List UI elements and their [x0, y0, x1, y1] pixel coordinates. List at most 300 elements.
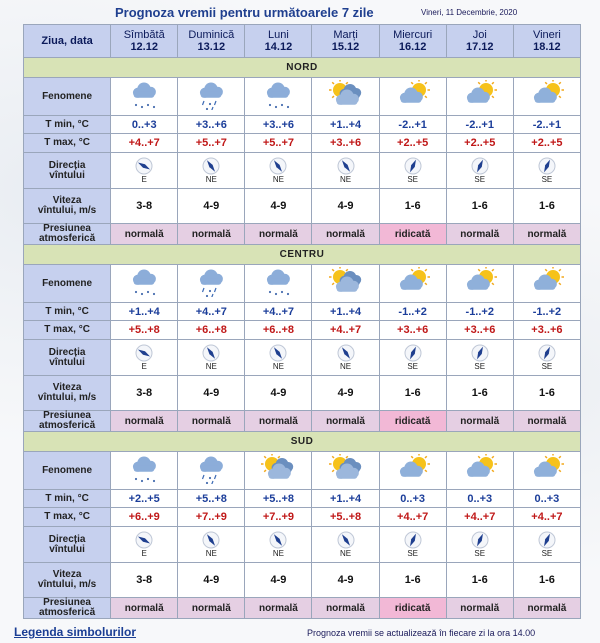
weather-icon-cell [446, 78, 513, 116]
tmin-value: -2..+1 [465, 118, 494, 131]
region-name: SUD [24, 432, 581, 452]
wind-speed-cell [513, 189, 580, 224]
wind-direction-cell [245, 153, 312, 189]
wind-speed-row [24, 376, 581, 411]
sun-behind-cloud-icon [524, 476, 570, 487]
tmin-cell [312, 490, 379, 508]
wind-speed-value: 4-9 [337, 387, 354, 399]
region-row [24, 245, 581, 265]
day-header [245, 25, 312, 58]
wind-direction-cell [178, 527, 245, 563]
tmax-cell [178, 321, 245, 340]
pressure-row [24, 598, 581, 619]
wind-speed-value: 1-6 [471, 574, 488, 586]
wind-direction-value: SE [407, 549, 418, 558]
wind-direction-cell [513, 340, 580, 376]
wind-direction-value: NE [339, 175, 352, 184]
wind-speed-value: 3-8 [136, 387, 153, 399]
phenomena-row [24, 452, 581, 490]
tmax-cell [513, 134, 580, 153]
compass-icon [404, 157, 422, 175]
tmax-value: +7..+9 [195, 511, 227, 523]
day-name: Vineri [532, 28, 561, 41]
day-name: Miercuri [393, 28, 433, 41]
weather-icon-cell [178, 78, 245, 116]
day-header [111, 25, 178, 58]
wind-speed-value: 1-6 [404, 387, 421, 399]
compass-icon [538, 531, 556, 549]
weather-icon-cell [312, 265, 379, 303]
day-date: 16.12 [398, 40, 427, 53]
pressure-cell: normală [513, 598, 580, 619]
tmin-cell [379, 490, 446, 508]
tmin-cell [513, 303, 580, 321]
wind-direction-cell [446, 153, 513, 189]
cloud-rain-snow-icon [188, 476, 234, 487]
pressure-label-1: Presiunea [43, 410, 91, 421]
weather-icon-cell [513, 78, 580, 116]
cloud-rain-snow-icon [188, 289, 234, 300]
wind-direction-label-1: Direcția [48, 346, 86, 358]
wind-speed-cell [312, 563, 379, 598]
wind-speed-label [24, 376, 111, 411]
compass-icon [269, 157, 287, 175]
tmin-value: 0..+3 [400, 492, 426, 505]
pressure-cell: normală [111, 224, 178, 245]
wind-speed-value: 1-6 [538, 200, 555, 212]
day-name: Marți [333, 28, 358, 41]
cloud-rain-snow-icon [188, 102, 234, 113]
pressure-cell: normală [178, 598, 245, 619]
wind-speed-cell [312, 376, 379, 411]
tmin-value: 0..+3 [467, 492, 493, 505]
wind-speed-cell [379, 376, 446, 411]
cloud-snow-icon [255, 289, 301, 300]
tmin-value: -2..+1 [398, 118, 427, 131]
wind-direction-value: NE [339, 549, 352, 558]
wind-speed-label [24, 189, 111, 224]
wind-speed-value: 1-6 [538, 574, 555, 586]
update-note: Prognoza vremii se actualizează în fiecare zi la ora 14.00 [307, 628, 536, 638]
wind-speed-value: 4-9 [337, 574, 354, 586]
weather-icon-cell [379, 452, 446, 490]
weather-icon-cell [245, 265, 312, 303]
tmax-cell [312, 321, 379, 340]
wind-direction-value: E [141, 362, 147, 371]
compass-icon [135, 531, 153, 549]
day-date: 15.12 [331, 40, 360, 53]
wind-direction-cell [379, 153, 446, 189]
compass-icon [337, 157, 355, 175]
tmax-cell [379, 321, 446, 340]
tmax-value: +5..+8 [128, 324, 160, 336]
wind-direction-value: NE [272, 362, 284, 371]
forecast-table [23, 24, 581, 619]
day-name: Duminică [188, 28, 235, 41]
day-date: 14.12 [264, 40, 293, 53]
compass-icon [202, 531, 220, 549]
tmin-value: +5..+8 [195, 492, 227, 505]
tmax-value: +4..+7 [329, 324, 362, 336]
tmin-row [24, 490, 581, 508]
tmin-cell [312, 116, 379, 134]
wind-direction-label [24, 340, 111, 376]
tmin-cell [178, 303, 245, 321]
tmin-cell [513, 116, 580, 134]
pressure-label-1: Presiunea [43, 597, 91, 608]
wind-speed-value: 1-6 [404, 200, 421, 212]
wind-speed-value: 4-9 [270, 574, 287, 586]
tmin-row [24, 303, 581, 321]
wind-direction-cell [111, 153, 178, 189]
weather-icon-cell [245, 452, 312, 490]
tmin-cell [111, 490, 178, 508]
wind-speed-label-2: vîntului, m/s [37, 205, 97, 216]
day-name: Luni [268, 28, 289, 41]
tmax-value: +4..+7 [464, 511, 496, 523]
pressure-cell: normală [111, 598, 178, 619]
day-date: 17.12 [465, 40, 494, 53]
pressure-cell: normală [446, 411, 513, 432]
day-header [379, 25, 446, 58]
weather-icon-cell [111, 265, 178, 303]
pressure-cell: normală [513, 411, 580, 432]
wind-direction-cell [111, 527, 178, 563]
wind-speed-row [24, 563, 581, 598]
wind-speed-cell [178, 189, 245, 224]
cloud-snow-icon [121, 476, 167, 487]
tmax-value: +3..+6 [397, 324, 429, 336]
tmin-value: +1..+4 [329, 305, 362, 318]
tmax-label: T max, °C [24, 321, 111, 340]
pressure-cell: normală [446, 598, 513, 619]
day-date: 12.12 [130, 40, 158, 53]
day-name: Sîmbătă [123, 28, 165, 41]
wind-speed-cell [178, 376, 245, 411]
tmax-cell [312, 508, 379, 527]
weather-icon-cell [245, 78, 312, 116]
cloud-sun-overcast-icon [323, 476, 369, 487]
compass-icon [404, 344, 422, 362]
tmin-value: +3..+6 [195, 118, 227, 131]
day-name: Joi [472, 28, 487, 41]
wind-direction-value: NE [272, 549, 284, 558]
wind-direction-cell [446, 340, 513, 376]
tmax-cell [446, 321, 513, 340]
wind-direction-value: NE [205, 362, 217, 371]
wind-speed-label-1: Viteza [52, 569, 82, 580]
wind-speed-value: 1-6 [538, 387, 555, 399]
wind-direction-cell [312, 527, 379, 563]
page-header [0, 4, 600, 22]
compass-icon [202, 157, 220, 175]
wind-speed-value: 4-9 [270, 200, 287, 212]
day-date: 18.12 [533, 40, 561, 53]
cloud-sun-overcast-icon [323, 289, 369, 300]
wind-speed-label-1: Viteza [52, 382, 82, 393]
compass-icon [269, 344, 287, 362]
tmax-row [24, 134, 581, 153]
wind-speed-cell [245, 376, 312, 411]
wind-direction-cell [312, 153, 379, 189]
wind-direction-label-2: vîntului [49, 543, 85, 555]
pressure-cell: normală [245, 411, 312, 432]
pressure-cell: ridicată [379, 411, 446, 432]
tmin-cell [379, 116, 446, 134]
wind-direction-label-1: Direcția [48, 159, 86, 171]
tmax-cell [513, 508, 580, 527]
wind-speed-value: 1-6 [404, 574, 421, 586]
wind-direction-value: E [141, 175, 147, 184]
tmax-value: +4..+7 [531, 511, 563, 523]
weather-icon-cell [111, 452, 178, 490]
pressure-cell: normală [446, 224, 513, 245]
tmin-cell [446, 303, 513, 321]
sun-behind-cloud-icon [524, 289, 570, 300]
pressure-row [24, 411, 581, 432]
weather-icon-cell [446, 452, 513, 490]
wind-direction-cell [245, 340, 312, 376]
wind-speed-cell [178, 563, 245, 598]
wind-direction-label-2: vîntului [49, 356, 85, 368]
sun-behind-cloud-icon [390, 476, 436, 487]
wind-speed-value: 4-9 [337, 200, 354, 212]
phenomena-label: Fenomene [24, 78, 111, 116]
wind-speed-label-1: Viteza [52, 195, 82, 206]
phenomena-label: Fenomene [24, 265, 111, 303]
pressure-cell: normală [245, 598, 312, 619]
pressure-cell: normală [178, 224, 245, 245]
tmax-cell [446, 134, 513, 153]
wind-direction-cell [446, 527, 513, 563]
tmin-value: -1..+2 [532, 305, 562, 318]
wind-direction-cell [379, 527, 446, 563]
tmax-cell [245, 508, 312, 527]
compass-icon [135, 344, 153, 362]
wind-speed-cell [245, 189, 312, 224]
tmin-value: +1..+4 [329, 492, 362, 505]
wind-speed-label-2: vîntului, m/s [37, 579, 97, 590]
tmax-value: +6..+8 [262, 324, 295, 336]
region-name: NORD [24, 58, 581, 78]
weather-icon-cell [178, 452, 245, 490]
wind-speed-cell [446, 563, 513, 598]
tmin-label: T min, °C [24, 116, 111, 134]
phenomena-row [24, 265, 581, 303]
weather-icon-cell [312, 452, 379, 490]
tmin-cell [245, 116, 312, 134]
wind-speed-cell [513, 376, 580, 411]
pressure-cell: ridicată [379, 224, 446, 245]
symbol-legend-link[interactable]: Legenda simbolurilor [14, 625, 137, 639]
tmax-value: +3..+6 [464, 324, 496, 336]
pressure-label [24, 411, 111, 432]
tmax-cell [245, 134, 312, 153]
tmax-value: +3..+6 [531, 324, 563, 336]
compass-icon [269, 531, 287, 549]
tmin-value: +5..+8 [262, 492, 295, 505]
wind-direction-value: SE [541, 549, 553, 558]
wind-direction-value: SE [474, 175, 486, 184]
compass-icon [471, 157, 489, 175]
tmin-value: 0..+3 [534, 492, 560, 505]
compass-icon [404, 531, 422, 549]
wind-direction-value: NE [339, 362, 352, 371]
tmax-cell [178, 134, 245, 153]
wind-direction-value: SE [407, 175, 418, 184]
wind-direction-cell [379, 340, 446, 376]
wind-direction-value: NE [205, 549, 217, 558]
tmin-value: +4..+7 [195, 305, 227, 318]
tmax-cell [312, 134, 379, 153]
wind-speed-value: 3-8 [136, 574, 153, 586]
wind-speed-label-2: vîntului, m/s [37, 392, 97, 403]
weather-icon-cell [312, 78, 379, 116]
compass-icon [471, 344, 489, 362]
wind-direction-label-1: Direcția [48, 533, 86, 545]
wind-direction-cell [178, 153, 245, 189]
tmax-value: +5..+7 [195, 137, 227, 149]
wind-speed-label [24, 563, 111, 598]
tmin-value: -1..+2 [465, 305, 494, 318]
weather-icon-cell [111, 78, 178, 116]
cloud-sun-overcast-icon [323, 102, 369, 113]
tmin-value: 0..+3 [131, 118, 157, 131]
tmin-cell [245, 490, 312, 508]
wind-direction-cell [513, 153, 580, 189]
wind-speed-value: 4-9 [270, 387, 287, 399]
weather-icon-cell [513, 452, 580, 490]
sun-behind-cloud-icon [390, 102, 436, 113]
tmin-cell [312, 303, 379, 321]
tmin-cell [245, 303, 312, 321]
tmax-cell [446, 508, 513, 527]
wind-direction-row [24, 340, 581, 376]
wind-direction-value: SE [541, 362, 553, 371]
wind-direction-value: SE [474, 362, 486, 371]
wind-speed-cell [312, 189, 379, 224]
weather-icon-cell [513, 265, 580, 303]
wind-speed-row [24, 189, 581, 224]
cloud-sun-overcast-icon [255, 476, 301, 487]
tmax-cell [379, 508, 446, 527]
day-date-label: Ziua, data [24, 25, 111, 58]
wind-direction-cell [513, 527, 580, 563]
pressure-cell: normală [111, 411, 178, 432]
wind-direction-cell [178, 340, 245, 376]
sun-behind-cloud-icon [457, 289, 503, 300]
tmax-value: +5..+8 [329, 511, 362, 523]
tmax-row [24, 321, 581, 340]
pressure-label-2: atmosferică [39, 233, 96, 244]
tmax-value: +3..+6 [329, 137, 362, 149]
region-row [24, 58, 581, 78]
wind-direction-value: NE [272, 175, 284, 184]
wind-speed-cell [111, 189, 178, 224]
tmax-value: +4..+7 [128, 137, 160, 149]
tmin-cell [446, 490, 513, 508]
compass-icon [202, 344, 220, 362]
wind-speed-cell [379, 189, 446, 224]
day-header [178, 25, 245, 58]
tmax-cell [245, 321, 312, 340]
tmax-cell [178, 508, 245, 527]
pressure-cell: normală [245, 224, 312, 245]
page-title: Prognoza vremii pentru următoarele 7 zile [115, 5, 374, 20]
wind-speed-cell [446, 376, 513, 411]
pressure-label [24, 598, 111, 619]
wind-direction-label [24, 527, 111, 563]
day-header [446, 25, 513, 58]
tmax-label: T max, °C [24, 508, 111, 527]
tmin-cell [178, 490, 245, 508]
tmax-value: +6..+9 [128, 511, 160, 523]
region-row [24, 432, 581, 452]
wind-speed-cell [111, 376, 178, 411]
wind-speed-cell [111, 563, 178, 598]
sun-behind-cloud-icon [524, 102, 570, 113]
pressure-label-1: Presiunea [43, 223, 91, 234]
tmin-value: -2..+1 [532, 118, 562, 131]
wind-speed-cell [379, 563, 446, 598]
pressure-row [24, 224, 581, 245]
tmax-cell [111, 134, 178, 153]
tmax-value: +2..+5 [397, 137, 429, 149]
sun-behind-cloud-icon [457, 102, 503, 113]
weather-icon-cell [379, 265, 446, 303]
wind-direction-row [24, 153, 581, 189]
tmin-value: +4..+7 [262, 305, 295, 318]
tmin-label: T min, °C [24, 490, 111, 508]
wind-direction-row [24, 527, 581, 563]
compass-icon [135, 157, 153, 175]
wind-speed-value: 1-6 [471, 200, 488, 212]
tmin-value: +1..+4 [329, 118, 362, 131]
tmax-row [24, 508, 581, 527]
tmin-value: +2..+5 [128, 492, 160, 505]
wind-direction-value: SE [541, 175, 553, 184]
pressure-cell: normală [312, 411, 379, 432]
wind-direction-value: NE [205, 175, 217, 184]
issue-date: Vineri, 11 Decembrie, 2020 [421, 8, 518, 17]
sun-behind-cloud-icon [390, 289, 436, 300]
wind-direction-value: SE [407, 362, 418, 371]
tmax-cell [513, 321, 580, 340]
region-name: CENTRU [24, 245, 581, 265]
day-header [312, 25, 379, 58]
weather-icon-cell [178, 265, 245, 303]
wind-direction-label [24, 153, 111, 189]
tmax-value: +4..+7 [397, 511, 429, 523]
tmax-cell [111, 508, 178, 527]
tmax-value: +6..+8 [195, 324, 227, 336]
pressure-label [24, 224, 111, 245]
compass-icon [337, 531, 355, 549]
wind-direction-value: SE [474, 549, 486, 558]
pressure-cell: normală [312, 224, 379, 245]
tmin-cell [178, 116, 245, 134]
tmax-label: T max, °C [24, 134, 111, 153]
day-header [513, 25, 580, 58]
tmin-label: T min, °C [24, 303, 111, 321]
wind-speed-value: 3-8 [136, 200, 153, 212]
wind-direction-cell [111, 340, 178, 376]
wind-speed-value: 4-9 [203, 387, 220, 399]
tmax-value: +7..+9 [262, 511, 295, 523]
compass-icon [471, 531, 489, 549]
weather-icon-cell [379, 78, 446, 116]
wind-speed-value: 4-9 [203, 200, 220, 212]
